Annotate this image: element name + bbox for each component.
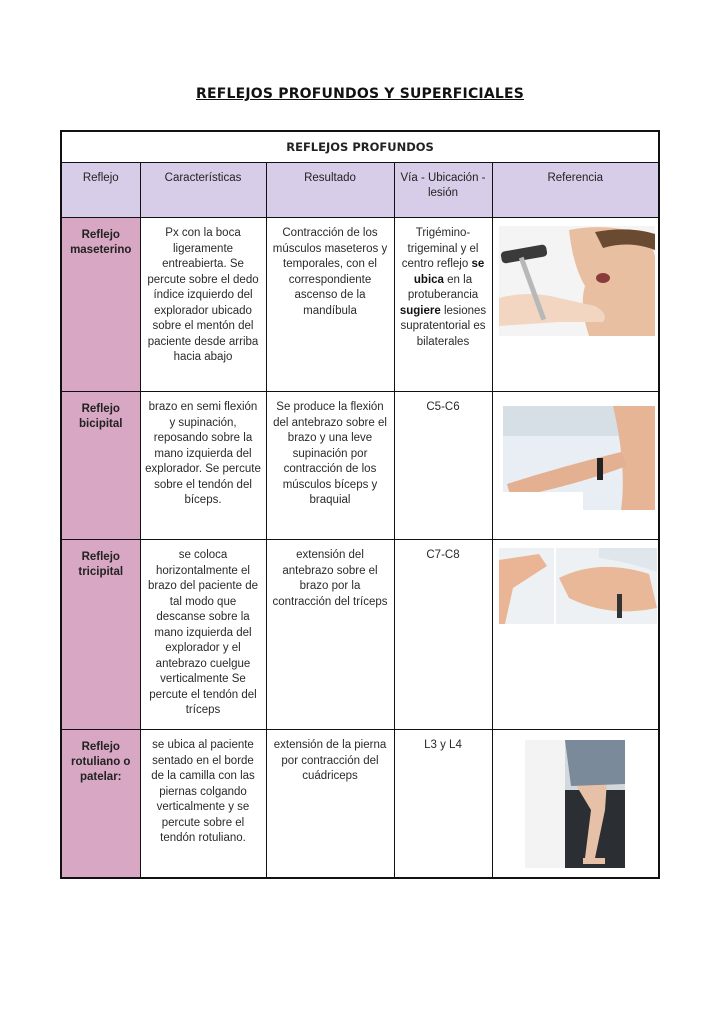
reflex-name: Reflejo rotuliano o patelar: [61,730,140,878]
col-referencia: Referencia [492,163,659,218]
result-cell: Contracción de los músculos maseteros y temporales, con el correspondiente ascenso de la mandíbula [266,218,394,392]
reference-photo-cell [492,218,659,392]
col-caracteristicas: Características [140,163,266,218]
table-row [61,392,659,540]
pathway-cell: Trigémino-trigeminal y el centro reflejo se ubica en la protuberancia sugiere lesiones supratentorial es bilaterales [394,218,492,392]
table-row [61,218,659,392]
col-reflejo: Reflejo [61,163,140,218]
biceps-reflex-photo [503,406,655,510]
triceps-reflex-photo [499,548,657,624]
reference-photo-cell [492,730,659,878]
column-header-row [61,163,659,218]
pathway-cell: C5-C6 [394,392,492,540]
reflex-name: Reflejo bicipital [61,392,140,540]
reflexes-table [60,130,660,879]
reference-photo-cell [492,540,659,730]
reference-photo-cell [492,392,659,540]
masseter-reflex-photo [499,226,655,336]
table-row [61,540,659,730]
col-resultado: Resultado [266,163,394,218]
characteristics-cell: se ubica al paciente sentado en el borde de la camilla con las piernas colgando verticalmente y se percute sobre el tendón rotuliano. [140,730,266,878]
section-header: REFLEJOS PROFUNDOS [61,131,659,163]
result-cell: extensión de la pierna por contracción del cuádriceps [266,730,394,878]
result-cell: Se produce la flexión del antebrazo sobre el brazo y una leve supinación por contracción de los músculos bíceps y braquial [266,392,394,540]
document-title: REFLEJOS PROFUNDOS Y SUPERFICIALES [195,86,525,102]
col-via: Vía - Ubicación - lesión [394,163,492,218]
reflex-name: Reflejo maseterino [61,218,140,392]
pathway-cell: L3 y L4 [394,730,492,878]
characteristics-cell: Px con la boca ligeramente entreabierta. Se percute sobre el dedo índice izquierdo del explorador ubicado sobre el mentón del paciente desde arriba hacia abajo [140,218,266,392]
pathway-cell: C7-C8 [394,540,492,730]
result-cell: extensión del antebrazo sobre el brazo por la contracción del tríceps [266,540,394,730]
reflex-name: Reflejo tricipital [61,540,140,730]
table-row [61,730,659,878]
characteristics-cell: brazo en semi flexión y supinación, reposando sobre la mano izquierda del explorador. Se percute sobre el tendón del bíceps. [140,392,266,540]
characteristics-cell: se coloca horizontalmente el brazo del paciente de tal modo que descanse sobre la mano izquierda del explorador y el antebrazo cuelgue verticalmente Se percute el tendón del tríceps [140,540,266,730]
patellar-reflex-photo [525,740,625,868]
